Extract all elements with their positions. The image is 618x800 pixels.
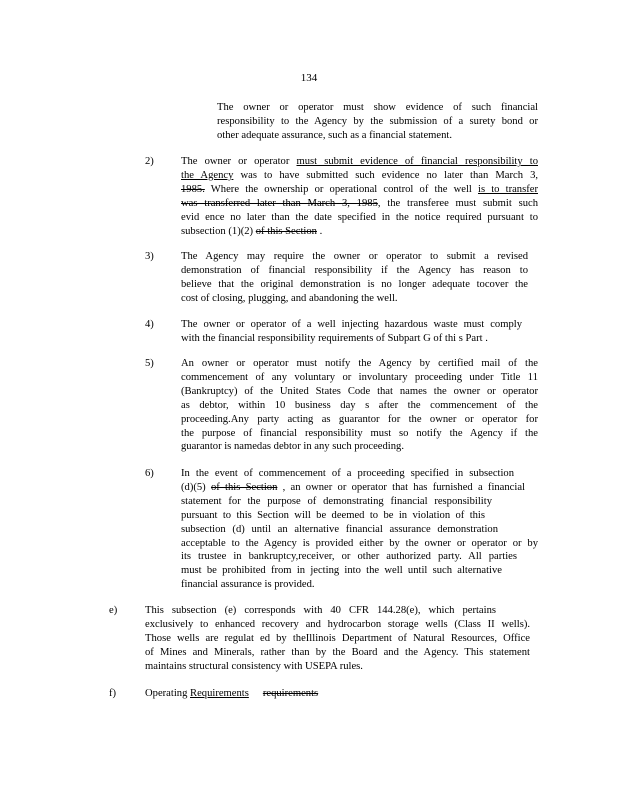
text-line: other adequate assurance, such as a financial statement. [217, 129, 453, 141]
text-run: Operating [145, 688, 191, 699]
subsection-label: e) [109, 605, 118, 616]
text-line: of Mines and Minerals, rather than by the Board and the Agency. This statement [145, 646, 530, 658]
item-3-paragraph [181, 250, 528, 306]
item-number: 5) [145, 358, 154, 369]
subsection-label: f) [109, 688, 117, 699]
text-line: evid ence no later than the date specified in the notice required pursuant to [181, 211, 538, 223]
text-line: exclusively to enhanced recovery and hydrocarbon storage wells (Class II wells). [145, 618, 530, 630]
text-line: acceptable to the Agency is provided either by the owner or operator or by [181, 537, 538, 549]
text-line: with the financial responsibility requirements of Subpart G of thi s Part . [181, 332, 488, 344]
inserted-text: is to transfer [478, 183, 538, 195]
text-run: , the transferee must submit such [377, 197, 538, 209]
item-4-paragraph [181, 318, 522, 346]
item-6-paragraph [181, 467, 538, 592]
text-line: proceeding.Any party acting as guarantor for the owner or operator for [181, 413, 538, 425]
text-line [181, 481, 525, 495]
inserted-text: must submit evidence of financial responsibility to [296, 156, 538, 167]
text-line: In the event of commencement of a proceeding specified in subsection [181, 468, 514, 479]
deleted-text: of this Section [210, 481, 278, 493]
item-number: 4) [145, 319, 154, 330]
text-line: responsibility to the Agency by the submission of a surety bond or [217, 115, 538, 127]
inserted-text: Requirements [190, 688, 249, 699]
text-line: subsection (d) until an alternative financial assurance demonstration [181, 523, 498, 535]
text-line: believe that the original demonstration is no longer adequate tocover the [181, 278, 528, 290]
text-run: Where the ownership or operational control of the well [204, 183, 479, 195]
deleted-text: requirements [262, 688, 319, 699]
text-line: commencement of any voluntary or involuntary proceeding under Title 11 [181, 371, 538, 383]
subsection-e-paragraph [145, 604, 530, 674]
text-line: The Agency may require the owner or operator to submit a revised [181, 251, 528, 262]
text-line [181, 155, 538, 169]
inserted-text: the Agency [181, 169, 234, 181]
text-line [181, 197, 538, 211]
text-line: must be prohibited from in jecting into the well until such alternative [181, 565, 502, 577]
item-5-paragraph [181, 357, 538, 454]
deleted-text: 1985. [181, 183, 205, 195]
text-line: financial assurance is provided. [181, 579, 315, 591]
item-number: 2) [145, 156, 154, 167]
text-line: pursuant to this Section will be deemed to be in violation of this [181, 509, 485, 521]
text-line: maintains structural consistency with USEPA rules. [145, 660, 363, 672]
page-number: 134 [300, 72, 318, 84]
text-line: the purpose of financial responsibility must so notify the Agency if the [181, 427, 538, 439]
subsection-f-heading [145, 687, 385, 701]
text-line: demonstration of financial responsibility if the Agency has reason to [181, 264, 528, 276]
text-run: , an owner or operator that has furnished a financial [277, 481, 525, 493]
text-line: its trustee in bankruptcy,receiver, or other authorized party. All parties [181, 551, 517, 563]
text-run: . [316, 225, 323, 237]
intro-paragraph [217, 101, 538, 143]
text-line: statement for the purpose of demonstrating financial responsibility [181, 495, 492, 507]
text-line: (Bankruptcy) of the United States Code that names the owner or operator [181, 385, 538, 397]
item-number: 6) [145, 468, 154, 479]
text-line: Those wells are regulat ed by theIllinois Department of Natural Resources, Office [145, 632, 530, 644]
text-line: The owner or operator of a well injecting hazardous waste must comply [181, 319, 522, 330]
item-number: 3) [145, 251, 154, 262]
item-2-paragraph [181, 155, 538, 238]
text-line: cost of closing, plugging, and abandoning the well. [181, 292, 398, 304]
text-run: (d)(5) [181, 481, 211, 493]
text-line: An owner or operator must notify the Agency by certified mail of the [181, 358, 538, 369]
deleted-text: of this Section [255, 225, 317, 237]
text-line: The owner or operator must show evidence of such financial [217, 102, 538, 113]
text-line: as debtor, within 10 business day s after the commencement of the [181, 399, 538, 411]
text-line [181, 183, 538, 197]
text-run: was to have submitted such evidence no later than March 3, [233, 169, 539, 181]
text-run: The owner or operator [181, 156, 297, 167]
text-line [181, 169, 538, 183]
text-line: guarantor is namedas debtor in any such proceeding. [181, 441, 404, 453]
text-line [181, 225, 538, 239]
text-line: This subsection (e) corresponds with 40 CFR 144.28(e), which pertains [145, 605, 496, 616]
deleted-text: was transferred later than March 3, 1985 [181, 197, 378, 209]
text-run: subsection (1)(2) [181, 225, 256, 237]
